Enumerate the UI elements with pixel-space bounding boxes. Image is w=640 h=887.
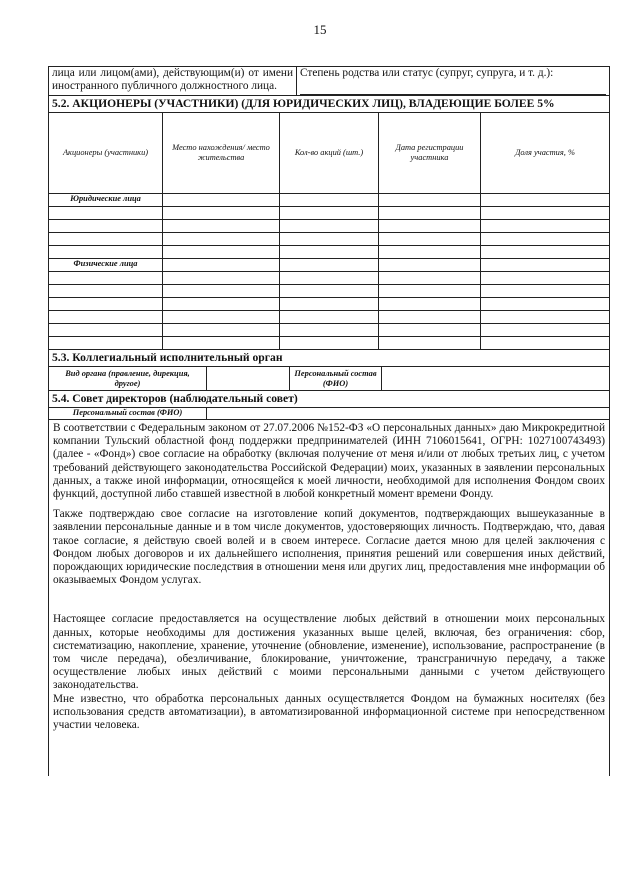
page-number: 15	[313, 22, 327, 37]
personal-composition-field[interactable]	[382, 367, 610, 391]
relation-status-cell	[297, 67, 610, 96]
table-cell[interactable]	[163, 285, 280, 298]
table-row	[49, 272, 610, 285]
table-cell[interactable]	[280, 259, 379, 272]
table-cell[interactable]	[379, 207, 481, 220]
table-cell[interactable]	[379, 311, 481, 324]
table-cell[interactable]	[49, 220, 163, 233]
table-cell[interactable]	[280, 324, 379, 337]
table-cell[interactable]	[280, 233, 379, 246]
table-row	[49, 337, 610, 350]
table-cell[interactable]	[481, 220, 610, 233]
body-type-field[interactable]	[207, 367, 290, 391]
table-cell[interactable]	[280, 285, 379, 298]
relation-status-field[interactable]	[300, 82, 606, 95]
body-type-label: Вид органа (правление, дирекция, другое)	[49, 367, 207, 391]
board-composition-label: Персональный состав (ФИО)	[49, 408, 207, 420]
table-cell[interactable]	[280, 337, 379, 350]
table-cell[interactable]	[49, 246, 163, 259]
table-cell[interactable]	[379, 285, 481, 298]
table-cell[interactable]	[49, 207, 163, 220]
shareholders-table	[48, 95, 610, 350]
table-cell[interactable]	[163, 220, 280, 233]
table-row	[49, 220, 610, 233]
table-cell[interactable]	[481, 233, 610, 246]
table-cell[interactable]	[49, 324, 163, 337]
table-cell[interactable]	[163, 233, 280, 246]
table-cell[interactable]	[163, 272, 280, 285]
table-cell[interactable]	[280, 207, 379, 220]
col-location: Место нахождения/ место жительства	[163, 113, 280, 194]
pep-continuation-text: лица или лицом(ами), действующим(и) от имени иностранного публичного должностного лица.	[49, 67, 297, 96]
board-table	[48, 390, 610, 420]
table-cell[interactable]	[481, 285, 610, 298]
form-page	[48, 66, 610, 776]
table-cell[interactable]	[379, 220, 481, 233]
table-cell[interactable]	[379, 298, 481, 311]
section-5-2-title: 5.2. АКЦИОНЕРЫ (УЧАСТНИКИ) (ДЛЯ ЮРИДИЧЕСКИХ ЛИЦ), ВЛАДЕЮЩИЕ БОЛЕЕ 5%	[49, 96, 610, 113]
table-cell[interactable]	[163, 194, 280, 207]
table-cell[interactable]	[481, 194, 610, 207]
section-5-4-title: 5.4. Совет директоров (наблюдательный совет)	[49, 391, 610, 408]
personal-composition-label: Персональный состав (ФИО)	[290, 367, 382, 391]
table-row	[49, 324, 610, 337]
col-share-percent: Доля участия, %	[481, 113, 610, 194]
table-cell[interactable]	[379, 324, 481, 337]
table-cell[interactable]	[280, 194, 379, 207]
table-cell[interactable]	[379, 337, 481, 350]
table-cell[interactable]	[379, 246, 481, 259]
executive-body-table	[48, 349, 610, 391]
col-shareholders: Акционеры (участники)	[49, 113, 163, 194]
table-row	[49, 207, 610, 220]
table-cell[interactable]	[481, 337, 610, 350]
table-cell[interactable]	[49, 233, 163, 246]
individuals-label: Физические лица	[49, 259, 163, 272]
table-cell[interactable]	[481, 298, 610, 311]
col-registration-date: Дата регистрации участника	[379, 113, 481, 194]
table-cell[interactable]	[280, 311, 379, 324]
consent-paragraph-4: Мне известно, что обработка персональных данных осуществляется Фондом на бумажных носителях (без использования средств автоматизации), в автоматизированной информационной системе при непосредственном участии человека.	[53, 692, 605, 732]
table-row	[49, 233, 610, 246]
table-cell[interactable]	[163, 207, 280, 220]
pep-relation-table	[48, 66, 610, 96]
table-cell[interactable]	[163, 311, 280, 324]
table-cell[interactable]	[280, 246, 379, 259]
table-cell[interactable]	[163, 246, 280, 259]
table-cell[interactable]	[49, 285, 163, 298]
table-cell[interactable]	[163, 259, 280, 272]
table-cell[interactable]	[280, 220, 379, 233]
legal-entities-label: Юридические лица	[49, 194, 163, 207]
table-cell[interactable]	[163, 298, 280, 311]
table-cell[interactable]	[379, 272, 481, 285]
table-row	[49, 246, 610, 259]
consent-text-block	[48, 420, 610, 776]
section-5-3-title: 5.3. Коллегиальный исполнительный орган	[49, 350, 610, 367]
table-cell[interactable]	[49, 337, 163, 350]
table-cell[interactable]	[49, 298, 163, 311]
table-cell[interactable]	[280, 298, 379, 311]
table-cell[interactable]	[49, 311, 163, 324]
board-composition-field[interactable]	[207, 408, 610, 420]
table-cell[interactable]	[379, 194, 481, 207]
consent-paragraph-3: Настоящее согласие предоставляется на осуществление любых действий в отношении моих персональных данных, которые необходимы для достижения указанных выше целей, включая, без ограничения: сбор, систематизацию, накопление, хранение, уточнение (обновление, изменение), использование, распространение (в том числе передача), обезличивание, блокирование, уничтожение, трансграничную передачу, а также осуществление любых иных действий с моими персональными данными с учетом действующего законодательства.	[53, 613, 605, 692]
relation-status-label: Степень родства или статус (супруг, супруга, и т. д.):	[300, 67, 554, 79]
table-cell[interactable]	[379, 233, 481, 246]
table-cell[interactable]	[163, 337, 280, 350]
table-cell[interactable]	[481, 207, 610, 220]
table-cell[interactable]	[481, 324, 610, 337]
table-cell[interactable]	[481, 272, 610, 285]
table-row	[49, 285, 610, 298]
table-row	[49, 311, 610, 324]
table-cell[interactable]	[49, 272, 163, 285]
table-cell[interactable]	[379, 259, 481, 272]
table-cell[interactable]	[163, 324, 280, 337]
col-shares-count: Кол-во акций (шт.)	[280, 113, 379, 194]
consent-paragraph-2: Также подтверждаю свое согласие на изготовление копий документов, подтверждающих вышеуказанные в заявлении персональные данные и в том числе документов, удостоверяющих личность. Подтверждаю, что, давая такое согласие, я действую своей волей и в своем интересе. Согласие дается мною для целей заключения с Фондом любых договоров и их дальнейшего исполнения, принятия решений или совершения иных действий, порождающих юридические последствия в отношении меня или других лиц, предоставления мне информации об оказываемых Фондом услугах.	[53, 508, 605, 587]
consent-paragraph-1: В соответствии с Федеральным законом от 27.07.2006 №152-ФЗ «О персональных данных» даю Микрокредитной компании Тульский областной фонд поддержки предпринимателей (ИНН 7106015641, ОГРН: 1027100743493) (далее - «Фонд») свое согласие на обработку (включая получение от меня и/или от любых третьих лиц, с учетом требований действующего законодательства Российской Федерации) моих, указанных в заявлении персональных данных, а также иной информации, относящейся к моей личности, необходимой для исполнения Фондом своих функций, доступной либо ставшей известной в любой конкретный момент времени Фонду.	[53, 422, 605, 501]
table-cell[interactable]	[481, 259, 610, 272]
table-cell[interactable]	[280, 272, 379, 285]
table-cell[interactable]	[481, 246, 610, 259]
table-row	[49, 298, 610, 311]
table-cell[interactable]	[481, 311, 610, 324]
